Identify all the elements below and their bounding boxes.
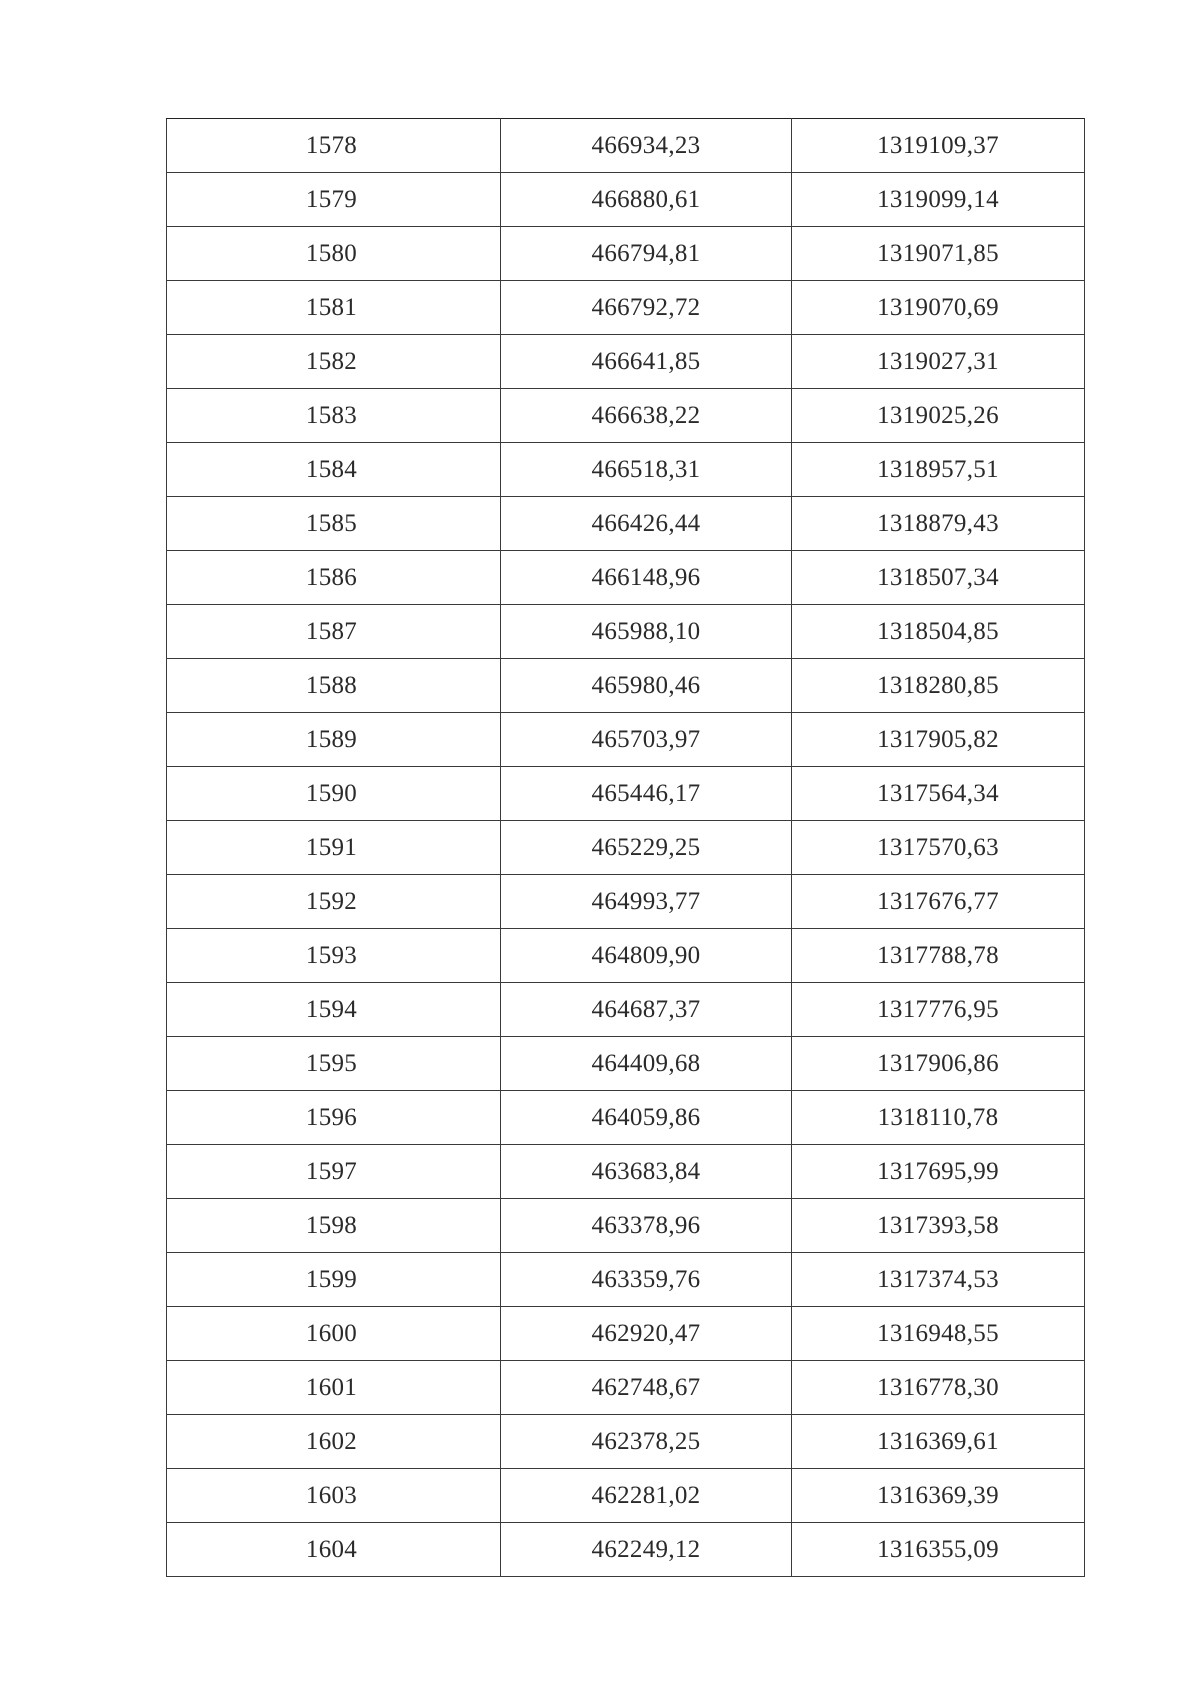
point-number-cell: 1588: [167, 659, 501, 713]
point-number-cell: 1598: [167, 1199, 501, 1253]
point-number-cell: 1596: [167, 1091, 501, 1145]
point-number-cell: 1603: [167, 1469, 501, 1523]
y-coordinate-cell: 1318280,85: [792, 659, 1085, 713]
point-number-cell: 1595: [167, 1037, 501, 1091]
y-coordinate-cell: 1318504,85: [792, 605, 1085, 659]
y-coordinate-cell: 1319027,31: [792, 335, 1085, 389]
point-number-cell: 1597: [167, 1145, 501, 1199]
x-coordinate-cell: 464059,86: [501, 1091, 792, 1145]
point-number-cell: 1587: [167, 605, 501, 659]
point-number-cell: 1593: [167, 929, 501, 983]
x-coordinate-cell: 464687,37: [501, 983, 792, 1037]
x-coordinate-cell: 462249,12: [501, 1523, 792, 1577]
y-coordinate-cell: 1317564,34: [792, 767, 1085, 821]
y-coordinate-cell: 1316355,09: [792, 1523, 1085, 1577]
point-number-cell: 1599: [167, 1253, 501, 1307]
x-coordinate-cell: 462281,02: [501, 1469, 792, 1523]
x-coordinate-cell: 466518,31: [501, 443, 792, 497]
table-row: [167, 497, 1085, 551]
table-row: [167, 227, 1085, 281]
x-coordinate-cell: 466794,81: [501, 227, 792, 281]
y-coordinate-cell: 1319071,85: [792, 227, 1085, 281]
point-number-cell: 1592: [167, 875, 501, 929]
table-row: [167, 173, 1085, 227]
y-coordinate-cell: 1317374,53: [792, 1253, 1085, 1307]
y-coordinate-cell: 1319109,37: [792, 119, 1085, 173]
table-row: [167, 929, 1085, 983]
y-coordinate-cell: 1317393,58: [792, 1199, 1085, 1253]
table-row: [167, 821, 1085, 875]
x-coordinate-cell: 465980,46: [501, 659, 792, 713]
table-row: [167, 1199, 1085, 1253]
table-row: [167, 443, 1085, 497]
x-coordinate-cell: 465703,97: [501, 713, 792, 767]
y-coordinate-cell: 1316369,61: [792, 1415, 1085, 1469]
point-number-cell: 1585: [167, 497, 501, 551]
table-row: [167, 1307, 1085, 1361]
y-coordinate-cell: 1317570,63: [792, 821, 1085, 875]
table-row: [167, 659, 1085, 713]
y-coordinate-cell: 1316778,30: [792, 1361, 1085, 1415]
y-coordinate-cell: 1319025,26: [792, 389, 1085, 443]
y-coordinate-cell: 1319099,14: [792, 173, 1085, 227]
table-row: [167, 1091, 1085, 1145]
table-row: [167, 1253, 1085, 1307]
table-row: [167, 1523, 1085, 1577]
x-coordinate-cell: 465229,25: [501, 821, 792, 875]
x-coordinate-cell: 466641,85: [501, 335, 792, 389]
coordinates-table-body: [167, 119, 1085, 1577]
x-coordinate-cell: 464993,77: [501, 875, 792, 929]
table-row: [167, 281, 1085, 335]
x-coordinate-cell: 466880,61: [501, 173, 792, 227]
y-coordinate-cell: 1317695,99: [792, 1145, 1085, 1199]
y-coordinate-cell: 1317788,78: [792, 929, 1085, 983]
point-number-cell: 1601: [167, 1361, 501, 1415]
coordinates-table: [166, 118, 1085, 1577]
x-coordinate-cell: 465446,17: [501, 767, 792, 821]
y-coordinate-cell: 1319070,69: [792, 281, 1085, 335]
y-coordinate-cell: 1318957,51: [792, 443, 1085, 497]
x-coordinate-cell: 466638,22: [501, 389, 792, 443]
table-row: [167, 1037, 1085, 1091]
y-coordinate-cell: 1317676,77: [792, 875, 1085, 929]
point-number-cell: 1590: [167, 767, 501, 821]
point-number-cell: 1591: [167, 821, 501, 875]
table-row: [167, 1469, 1085, 1523]
y-coordinate-cell: 1318507,34: [792, 551, 1085, 605]
table-row: [167, 1415, 1085, 1469]
point-number-cell: 1604: [167, 1523, 501, 1577]
x-coordinate-cell: 466792,72: [501, 281, 792, 335]
table-row: [167, 1145, 1085, 1199]
table-row: [167, 551, 1085, 605]
x-coordinate-cell: 464409,68: [501, 1037, 792, 1091]
x-coordinate-cell: 466426,44: [501, 497, 792, 551]
y-coordinate-cell: 1318110,78: [792, 1091, 1085, 1145]
x-coordinate-cell: 462748,67: [501, 1361, 792, 1415]
table-row: [167, 389, 1085, 443]
x-coordinate-cell: 463359,76: [501, 1253, 792, 1307]
table-row: [167, 335, 1085, 389]
point-number-cell: 1600: [167, 1307, 501, 1361]
x-coordinate-cell: 463378,96: [501, 1199, 792, 1253]
point-number-cell: 1589: [167, 713, 501, 767]
point-number-cell: 1581: [167, 281, 501, 335]
x-coordinate-cell: 466934,23: [501, 119, 792, 173]
table-row: [167, 119, 1085, 173]
x-coordinate-cell: 465988,10: [501, 605, 792, 659]
point-number-cell: 1578: [167, 119, 501, 173]
table-row: [167, 983, 1085, 1037]
y-coordinate-cell: 1316369,39: [792, 1469, 1085, 1523]
y-coordinate-cell: 1318879,43: [792, 497, 1085, 551]
point-number-cell: 1594: [167, 983, 501, 1037]
table-row: [167, 605, 1085, 659]
table-row: [167, 1361, 1085, 1415]
y-coordinate-cell: 1317905,82: [792, 713, 1085, 767]
x-coordinate-cell: 466148,96: [501, 551, 792, 605]
table-row: [167, 713, 1085, 767]
table-row: [167, 767, 1085, 821]
x-coordinate-cell: 463683,84: [501, 1145, 792, 1199]
point-number-cell: 1582: [167, 335, 501, 389]
table-row: [167, 875, 1085, 929]
x-coordinate-cell: 462920,47: [501, 1307, 792, 1361]
y-coordinate-cell: 1317776,95: [792, 983, 1085, 1037]
x-coordinate-cell: 462378,25: [501, 1415, 792, 1469]
point-number-cell: 1579: [167, 173, 501, 227]
point-number-cell: 1602: [167, 1415, 501, 1469]
point-number-cell: 1586: [167, 551, 501, 605]
x-coordinate-cell: 464809,90: [501, 929, 792, 983]
y-coordinate-cell: 1316948,55: [792, 1307, 1085, 1361]
point-number-cell: 1580: [167, 227, 501, 281]
y-coordinate-cell: 1317906,86: [792, 1037, 1085, 1091]
point-number-cell: 1583: [167, 389, 501, 443]
point-number-cell: 1584: [167, 443, 501, 497]
